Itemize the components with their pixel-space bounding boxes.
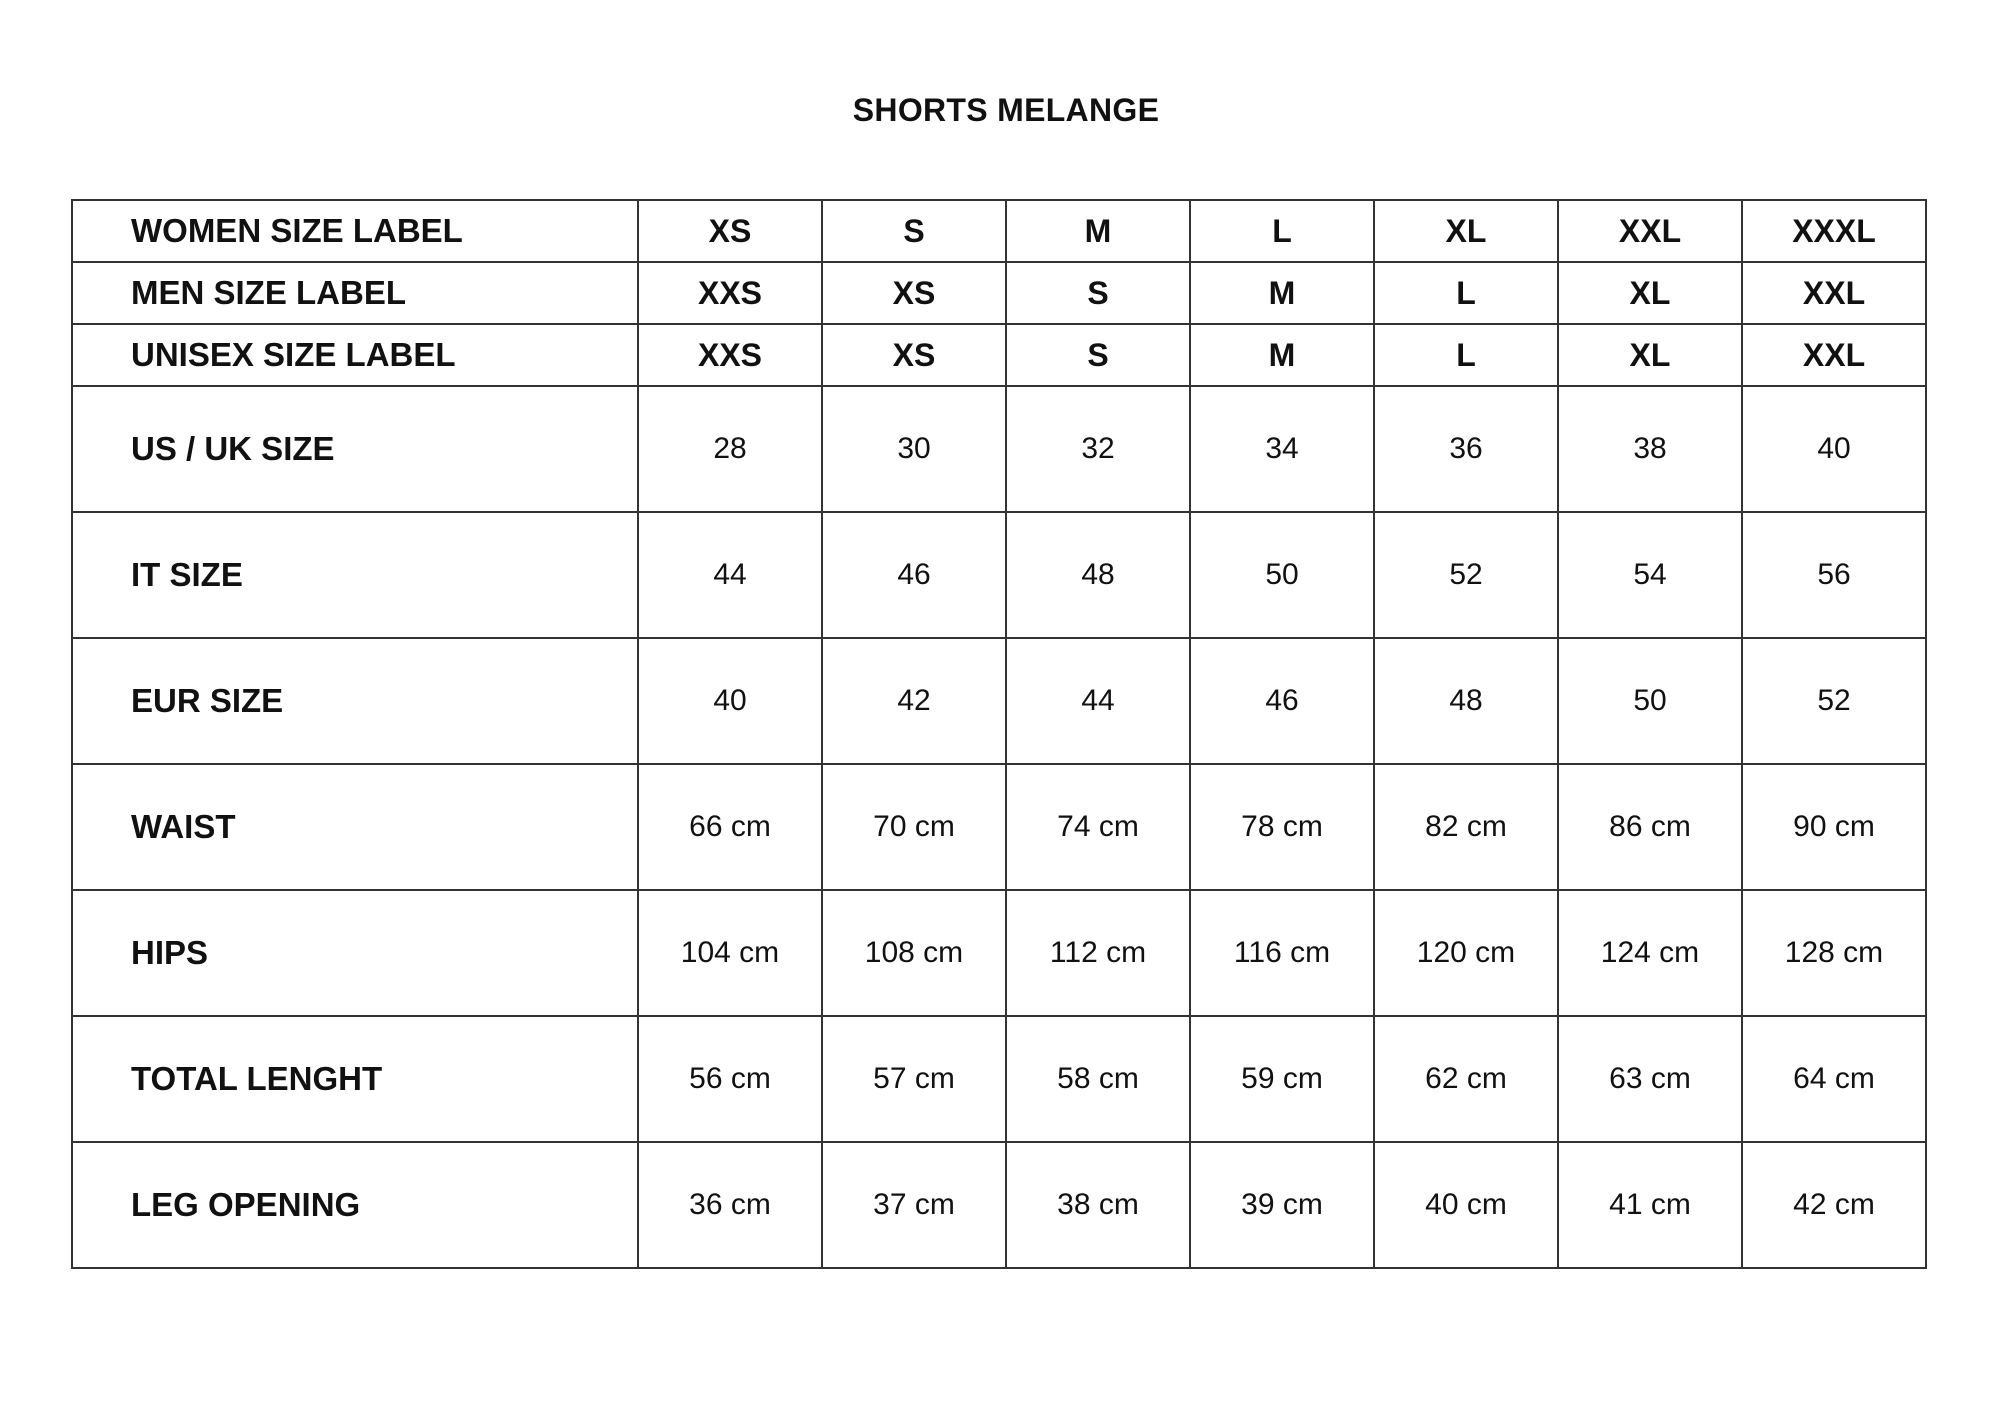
size-chart-table bbox=[71, 199, 1927, 1269]
size-cell: 34 bbox=[1190, 386, 1374, 512]
size-cell: XL bbox=[1558, 262, 1742, 324]
size-cell: 124 cm bbox=[1558, 890, 1742, 1016]
size-cell: 120 cm bbox=[1374, 890, 1558, 1016]
size-cell: 78 cm bbox=[1190, 764, 1374, 890]
size-cell: XXL bbox=[1742, 324, 1926, 386]
size-cell: 62 cm bbox=[1374, 1016, 1558, 1142]
size-cell: XL bbox=[1374, 200, 1558, 262]
row-label: WAIST bbox=[72, 764, 638, 890]
size-cell: 57 cm bbox=[822, 1016, 1006, 1142]
size-cell: XXS bbox=[638, 324, 822, 386]
size-cell: M bbox=[1190, 324, 1374, 386]
size-cell: L bbox=[1374, 324, 1558, 386]
size-cell: 30 bbox=[822, 386, 1006, 512]
size-cell: 52 bbox=[1374, 512, 1558, 638]
size-cell: S bbox=[822, 200, 1006, 262]
size-cell: 37 cm bbox=[822, 1142, 1006, 1268]
size-cell: 38 cm bbox=[1006, 1142, 1190, 1268]
size-cell: 82 cm bbox=[1374, 764, 1558, 890]
size-cell: S bbox=[1006, 324, 1190, 386]
size-cell: XS bbox=[822, 262, 1006, 324]
row-label: HIPS bbox=[72, 890, 638, 1016]
row-label: MEN SIZE LABEL bbox=[72, 262, 638, 324]
size-cell: 28 bbox=[638, 386, 822, 512]
size-cell: XS bbox=[638, 200, 822, 262]
measurement-row bbox=[72, 512, 1926, 638]
size-cell: M bbox=[1190, 262, 1374, 324]
row-label: WOMEN SIZE LABEL bbox=[72, 200, 638, 262]
size-cell: XS bbox=[822, 324, 1006, 386]
size-cell: 56 cm bbox=[638, 1016, 822, 1142]
measurement-row bbox=[72, 890, 1926, 1016]
row-label: TOTAL LENGHT bbox=[72, 1016, 638, 1142]
size-cell: 64 cm bbox=[1742, 1016, 1926, 1142]
size-cell: 39 cm bbox=[1190, 1142, 1374, 1268]
size-cell: 112 cm bbox=[1006, 890, 1190, 1016]
row-label: IT SIZE bbox=[72, 512, 638, 638]
size-cell: 48 bbox=[1006, 512, 1190, 638]
size-cell: 40 cm bbox=[1374, 1142, 1558, 1268]
size-cell: 58 cm bbox=[1006, 1016, 1190, 1142]
size-cell: XXL bbox=[1742, 262, 1926, 324]
size-cell: 48 bbox=[1374, 638, 1558, 764]
size-label-row bbox=[72, 262, 1926, 324]
size-cell: 108 cm bbox=[822, 890, 1006, 1016]
size-cell: 104 cm bbox=[638, 890, 822, 1016]
size-cell: 36 cm bbox=[638, 1142, 822, 1268]
size-cell: XXXL bbox=[1742, 200, 1926, 262]
size-cell: 44 bbox=[1006, 638, 1190, 764]
size-cell: 128 cm bbox=[1742, 890, 1926, 1016]
size-cell: 56 bbox=[1742, 512, 1926, 638]
size-cell: 52 bbox=[1742, 638, 1926, 764]
size-cell: 86 cm bbox=[1558, 764, 1742, 890]
size-cell: 50 bbox=[1558, 638, 1742, 764]
size-cell: 44 bbox=[638, 512, 822, 638]
size-cell: 42 cm bbox=[1742, 1142, 1926, 1268]
size-cell: L bbox=[1190, 200, 1374, 262]
size-cell: 54 bbox=[1558, 512, 1742, 638]
row-label: US / UK SIZE bbox=[72, 386, 638, 512]
size-cell: 90 cm bbox=[1742, 764, 1926, 890]
measurement-row bbox=[72, 1142, 1926, 1268]
size-cell: 36 bbox=[1374, 386, 1558, 512]
row-label: UNISEX SIZE LABEL bbox=[72, 324, 638, 386]
size-cell: 50 bbox=[1190, 512, 1374, 638]
size-cell: 42 bbox=[822, 638, 1006, 764]
size-cell: M bbox=[1006, 200, 1190, 262]
size-cell: 59 cm bbox=[1190, 1016, 1374, 1142]
size-cell: 63 cm bbox=[1558, 1016, 1742, 1142]
size-cell: XL bbox=[1558, 324, 1742, 386]
size-cell: L bbox=[1374, 262, 1558, 324]
size-cell: 41 cm bbox=[1558, 1142, 1742, 1268]
size-cell: 40 bbox=[1742, 386, 1926, 512]
size-cell: 116 cm bbox=[1190, 890, 1374, 1016]
size-cell: 66 cm bbox=[638, 764, 822, 890]
size-cell: 32 bbox=[1006, 386, 1190, 512]
measurement-row bbox=[72, 638, 1926, 764]
size-cell: 70 cm bbox=[822, 764, 1006, 890]
size-label-row bbox=[72, 324, 1926, 386]
row-label: LEG OPENING bbox=[72, 1142, 638, 1268]
size-cell: XXS bbox=[638, 262, 822, 324]
measurement-row bbox=[72, 764, 1926, 890]
page-title: SHORTS MELANGE bbox=[852, 92, 1160, 128]
size-cell: 74 cm bbox=[1006, 764, 1190, 890]
measurement-row bbox=[72, 386, 1926, 512]
size-cell: S bbox=[1006, 262, 1190, 324]
size-cell: 46 bbox=[822, 512, 1006, 638]
measurement-row bbox=[72, 1016, 1926, 1142]
size-cell: 38 bbox=[1558, 386, 1742, 512]
size-cell: XXL bbox=[1558, 200, 1742, 262]
row-label: EUR SIZE bbox=[72, 638, 638, 764]
size-label-row bbox=[72, 200, 1926, 262]
size-cell: 40 bbox=[638, 638, 822, 764]
size-cell: 46 bbox=[1190, 638, 1374, 764]
size-chart-body bbox=[72, 200, 1926, 1268]
